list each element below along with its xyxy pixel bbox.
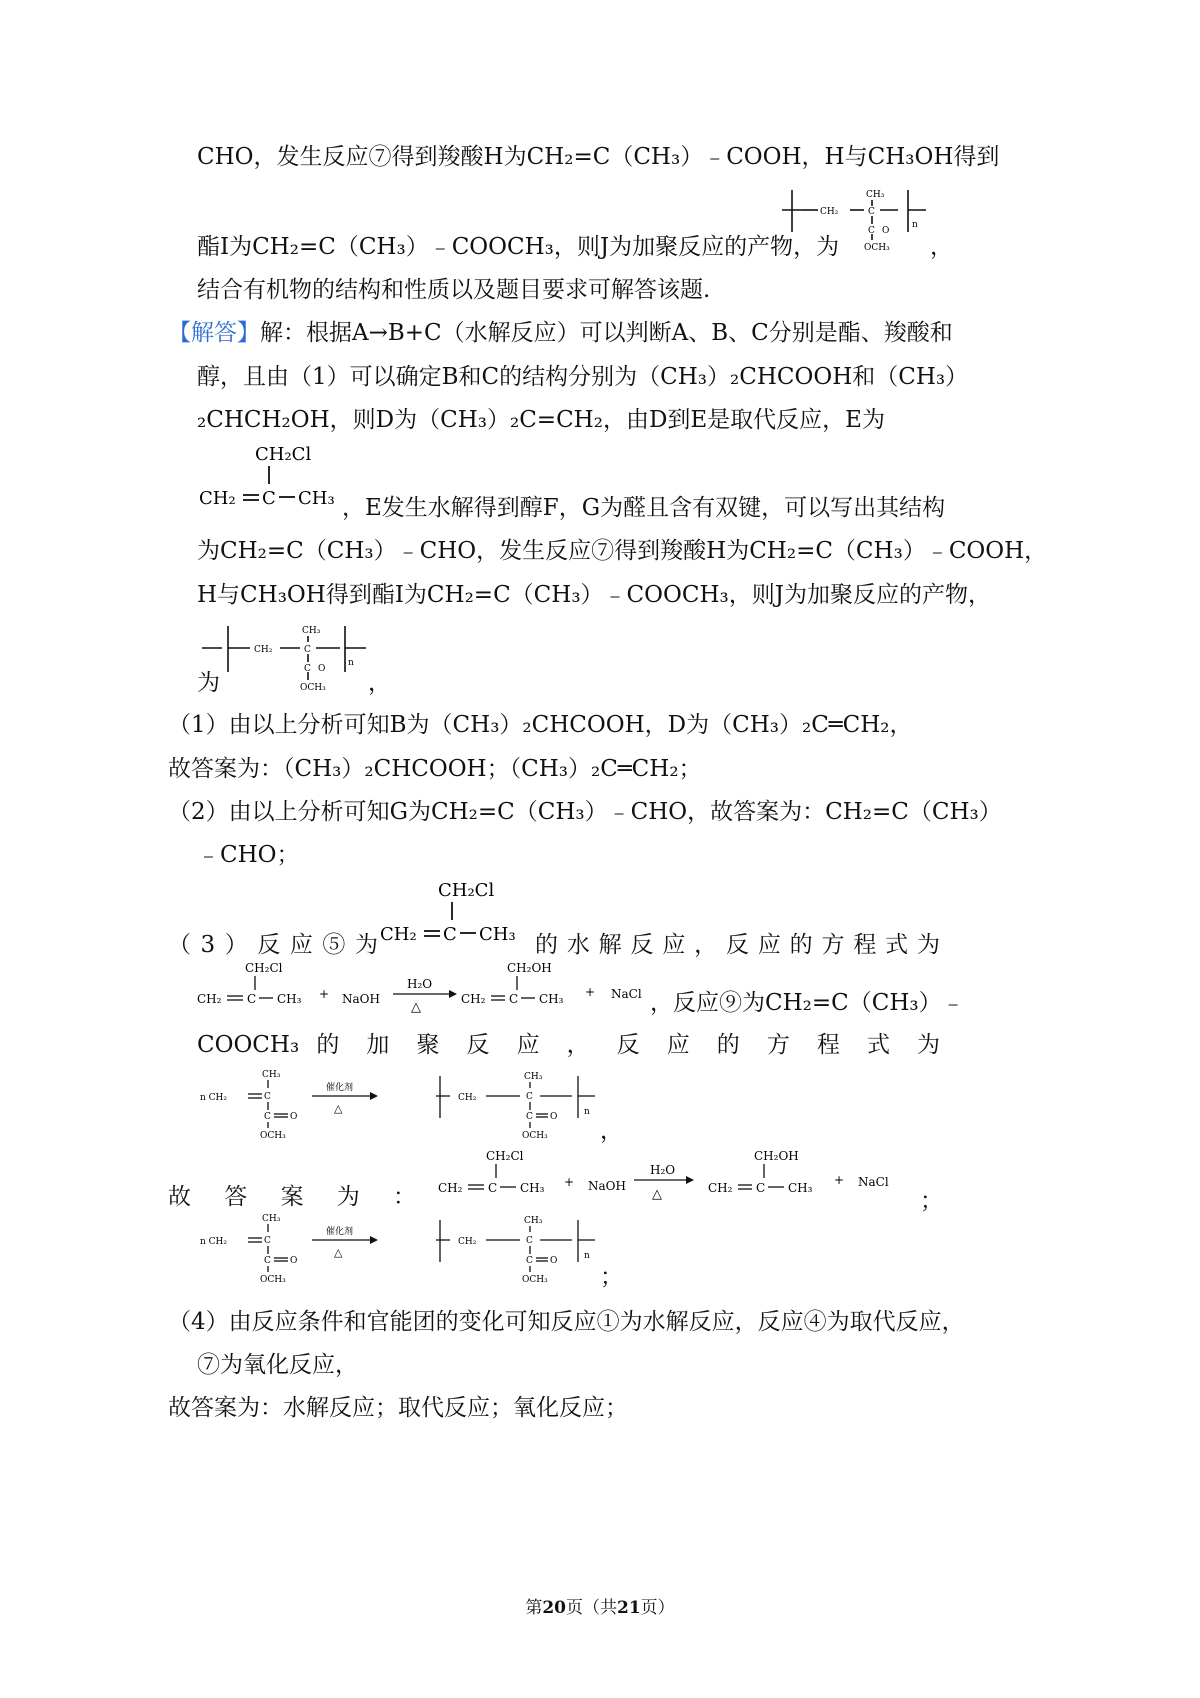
h2-plus2: +	[834, 1173, 845, 1187]
line-15-b-text: 的水解反应，反应的方程式为	[535, 932, 940, 958]
reaction5-structure	[378, 876, 523, 948]
r5-ch2cl: CH₂Cl	[438, 880, 495, 901]
footer-suffix: 页）	[640, 1598, 675, 1618]
p1-ch2-b: CH₂	[458, 1093, 477, 1103]
text-line-21: （4）由反应条件和官能团的变化可知反应①为水解反应，反应④为取代反应，	[168, 1309, 965, 1335]
h1-delta: △	[411, 1000, 421, 1015]
text-line-16	[650, 988, 965, 1018]
p2-ch3-b: CH₃	[524, 1216, 543, 1226]
line-19-a-text: 故 答 案 为 ：	[168, 1184, 416, 1210]
footer-middle: 页（共	[566, 1598, 617, 1618]
footer-page-number: 20	[542, 1598, 566, 1618]
p1-o: O	[290, 1112, 298, 1122]
h1-naoh: NaOH	[342, 992, 380, 1006]
h1-plus2: +	[585, 985, 596, 999]
poly2-n: n	[348, 658, 354, 668]
p2-c2-b: C	[526, 1256, 533, 1266]
p1-delta: △	[334, 1102, 343, 1115]
polymerization-equation-1	[200, 1064, 620, 1142]
p2-c2: C	[264, 1256, 271, 1266]
poly2-och3: OCH₃	[300, 683, 326, 693]
h2-nacl: NaCl	[858, 1175, 889, 1189]
poly2-ch2: CH₂	[254, 645, 273, 655]
text-line-10-a: 为	[197, 670, 220, 696]
p2-ch2-b: CH₂	[458, 1237, 477, 1247]
polymerization-equation-2	[200, 1208, 620, 1286]
text-line-23: 故答案为：水解反应；取代反应；氧化反应；	[168, 1395, 628, 1421]
r5-c: C	[443, 924, 457, 945]
text-line-17	[197, 1030, 940, 1060]
text-line-2-end: ，	[930, 234, 953, 260]
footer-total-pages: 21	[617, 1598, 641, 1618]
poly2-ch3: CH₃	[302, 626, 321, 636]
p2-och3: OCH₃	[260, 1275, 286, 1285]
text-line-7: ，E发生水解得到醇F，G为醛且含有双键，可以写出其结构	[342, 495, 946, 521]
text-line-3: 结合有机物的结构和性质以及题目要求可解答该题.	[197, 277, 711, 303]
text-line-14: ﹣CHO；	[197, 842, 300, 868]
h2-naoh: NaOH	[588, 1179, 626, 1193]
p1-ch3-b: CH₃	[524, 1072, 543, 1082]
h2-ch3-b: CH₃	[788, 1181, 813, 1195]
h2-ch2-b: CH₂	[708, 1181, 733, 1195]
p2-c-b: C	[526, 1236, 533, 1246]
text-line-13: （2）由以上分析可知G为CH₂=C（CH₃）﹣CHO，故答案为：CH₂=C（CH₃）	[168, 799, 1002, 825]
h1-ch2cl: CH₂Cl	[245, 961, 283, 975]
h1-h2o: H₂O	[407, 977, 433, 991]
p1-o-b: O	[550, 1112, 558, 1122]
poly2-c2: C	[304, 664, 311, 674]
h2-plus1: +	[564, 1175, 575, 1189]
p2-o-b: O	[550, 1256, 558, 1266]
e-ch2: CH₂	[199, 488, 236, 509]
text-line-22: ⑦为氧化反应，	[197, 1352, 358, 1378]
text-line-15-a	[168, 930, 378, 960]
text-line-15-b	[535, 930, 940, 960]
text-line-12: 故答案为：（CH₃）₂CHCOOH；（CH₃）₂C═CH₂；	[168, 756, 702, 782]
line-15-a-text: （3）反应⑤为	[168, 932, 378, 958]
h1-ch2-b: CH₂	[461, 992, 486, 1006]
p2-o: O	[290, 1256, 298, 1266]
poly1-n: n	[912, 220, 918, 230]
p2-n: n	[584, 1251, 590, 1261]
p1-c-b: C	[526, 1092, 533, 1102]
page-footer	[0, 1593, 1200, 1618]
e-ch2cl: CH₂Cl	[255, 444, 312, 465]
h2-ch3: CH₃	[520, 1181, 545, 1195]
text-line-6: ₂CHCH₂OH，则D为（CH₃）₂C=CH₂，由D到E是取代反应，E为	[197, 407, 885, 433]
hydrolysis-equation-1	[197, 958, 657, 1018]
poly1-c: C	[868, 207, 875, 217]
p1-och3: OCH₃	[260, 1131, 286, 1141]
h1-ch3-b: CH₃	[539, 992, 564, 1006]
h1-nacl: NaCl	[611, 987, 642, 1001]
line-16-text: ，反应⑨为CH₂=C（CH₃）﹣	[650, 990, 965, 1016]
poly1-och3: OCH₃	[864, 243, 890, 252]
p1-nch2: n CH₂	[200, 1093, 227, 1103]
p1-c: C	[264, 1092, 271, 1102]
poly2-c: C	[304, 645, 311, 655]
text-line-11: （1）由以上分析可知B为（CH₃）₂CHCOOH，D为（CH₃）₂C═CH₂，	[168, 712, 913, 738]
poly1-c2: C	[868, 226, 875, 236]
poly1-ch2: CH₂	[820, 207, 839, 217]
p1-c2-b: C	[526, 1112, 533, 1122]
text-line-2: 酯I为CH₂=C（CH₃）﹣COOCH₃，则J为加聚反应的产物，为	[197, 234, 840, 260]
h1-c-b: C	[509, 992, 519, 1006]
polymer-structure-2	[200, 618, 370, 694]
p1-catalyst: 催化剂	[326, 1083, 354, 1093]
text-line-19-end: ；	[920, 1188, 943, 1214]
e-ch3: CH₃	[298, 488, 335, 509]
p1-och3-b: OCH₃	[522, 1131, 548, 1141]
h2-ch2cl: CH₂Cl	[486, 1149, 524, 1163]
text-line-8: 为CH₂=C（CH₃）﹣CHO，发生反应⑦得到羧酸H为CH₂=C（CH₃）﹣COOH，	[197, 538, 1048, 564]
p2-ch3: CH₃	[262, 1214, 281, 1224]
p2-och3-b: OCH₃	[522, 1275, 548, 1285]
poly1-ch3: CH₃	[866, 190, 885, 200]
p2-delta: △	[334, 1246, 343, 1259]
p2-nch2: n CH₂	[200, 1237, 227, 1247]
h2-ch2: CH₂	[438, 1181, 463, 1195]
h2-c: C	[488, 1181, 498, 1195]
poly1-o: O	[882, 226, 890, 236]
e-structure-ch2cl	[197, 440, 342, 512]
text-line-1: CHO，发生反应⑦得到羧酸H为CH₂=C（CH₃）﹣COOH，H与CH₃OH得到	[197, 144, 1000, 170]
h2-c-b: C	[756, 1181, 766, 1195]
hydrolysis-equation-2	[438, 1146, 908, 1208]
h1-plus1: +	[319, 987, 330, 1001]
p1-c2: C	[264, 1112, 271, 1122]
h2-h2o: H₂O	[650, 1163, 676, 1177]
h1-ch3: CH₃	[277, 992, 302, 1006]
e-c: C	[262, 488, 276, 509]
h2-ch2oh: CH₂OH	[754, 1149, 799, 1163]
text-line-5: 醇，且由（1）可以确定B和C的结构分别为（CH₃）₂CHCOOH和（CH₃）	[197, 364, 969, 390]
text-line-4-body: 解：根据A→B+C（水解反应）可以判断A、B、C分别是酯、羧酸和	[260, 320, 953, 346]
r5-ch3: CH₃	[479, 924, 516, 945]
p1-n: n	[584, 1107, 590, 1117]
text-line-4	[168, 318, 953, 348]
footer-prefix: 第	[525, 1598, 543, 1618]
r5-ch2: CH₂	[380, 924, 417, 945]
answer-tag: 【解答】	[168, 320, 260, 346]
text-line-20-end: ；	[600, 1264, 623, 1290]
p2-catalyst: 催化剂	[326, 1227, 354, 1237]
p2-c: C	[264, 1236, 271, 1246]
text-line-9: H与CH₃OH得到酯I为CH₂=C（CH₃）﹣COOCH₃，则J为加聚反应的产物，	[197, 582, 991, 608]
text-line-18-end: ，	[600, 1118, 623, 1144]
text-line-10-b: ，	[368, 670, 391, 696]
line-17-text: COOCH₃ 的 加 聚 反 应 ， 反 应 的 方 程 式 为	[197, 1032, 940, 1058]
h2-delta: △	[652, 1187, 662, 1202]
p1-ch3: CH₃	[262, 1070, 281, 1080]
h1-ch2: CH₂	[197, 992, 222, 1006]
poly2-o: O	[318, 664, 326, 674]
h1-ch2oh: CH₂OH	[507, 961, 552, 975]
h1-c: C	[247, 992, 257, 1006]
